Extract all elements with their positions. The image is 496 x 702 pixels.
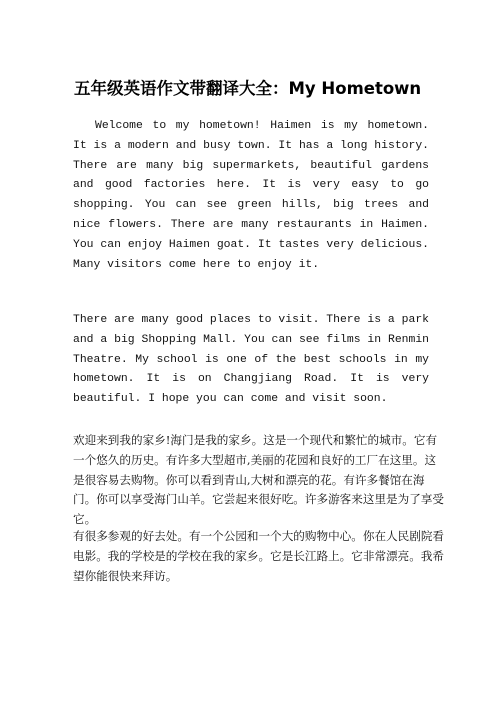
chinese-paragraph-1: 欢迎来到我的家乡!海门是我的家乡。这是一个现代和繁忙的城市。它有一个悠久的历史。有许多大型超市,美丽的花园和良好的工厂在这里。这是很容易去购物。你可以看到青山,大树和漂亮的花。有许多餐馆在海门。你可以享受海门山羊。它尝起来很好吃。许多游客来这里是为了享受它。 [73, 433, 445, 527]
document-title: 五年级英语作文带翻译大全：My Hometown [74, 79, 422, 98]
english-paragraph-1: Welcome to my hometown! Haimen is my hometown. It is a modern and busy town. It has a long history. There are many big supermarkets, beautiful gardens and good factories here. It is very easy to go shopping. You can see green hills, big trees and nice flowers. There are many restaurants in Haimen. You can enjoy Haimen goat. It tastes very delicious. Many visitors come here to enjoy it. [73, 120, 429, 271]
english-paragraph-2: There are many good places to visit. There is a park and a big Shopping Mall. You can see films in Renmin Theatre. My school is one of the best schools in my hometown. It is on Changjiang Road. It is very beautiful. I hope you can come and visit soon. [73, 314, 429, 406]
chinese-paragraph-2: 有很多参观的好去处。有一个公园和一个大的购物中心。你在人民剧院看电影。我的学校是的学校在我的家乡。它是长江路上。它非常漂亮。我希望你能很快来拜访。 [73, 529, 445, 583]
